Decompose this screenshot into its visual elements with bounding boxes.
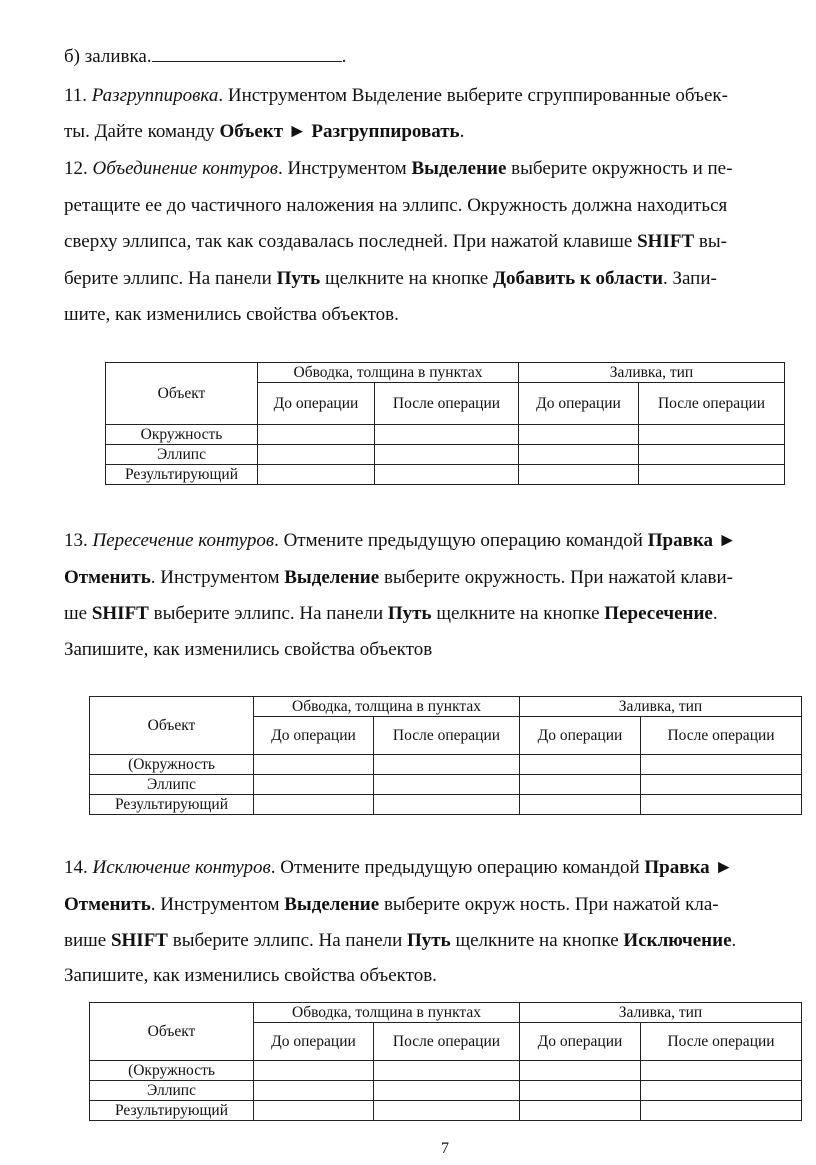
table2-header-stroke: Обводка, толщина в пунктах [254, 697, 520, 717]
fill-label: б) заливка. [64, 46, 152, 67]
item14-text-l2a: . Инструментом [150, 894, 285, 915]
item14-line4 [64, 965, 814, 987]
table1 [105, 362, 785, 485]
table-cell[interactable] [641, 755, 802, 775]
item12-line1 [64, 158, 814, 180]
item12-text-l4a: берите эллипс. На панели [64, 268, 277, 289]
table-cell[interactable] [641, 1081, 802, 1101]
table-cell[interactable] [254, 775, 374, 795]
item12-text-l3a: сверху эллипса, так как создавалась последней. При нажатой клавише [64, 231, 638, 252]
page-number: 7 [441, 1140, 449, 1157]
table-cell[interactable] [520, 775, 641, 795]
item12-button: Добавить к области [492, 268, 663, 289]
item12-line3 [64, 231, 814, 253]
table3-row2-label: Эллипс [90, 1081, 254, 1101]
table3-header-object: Объект [90, 1003, 254, 1061]
table-cell[interactable] [258, 445, 375, 465]
item13-command1: Правка ► [647, 530, 737, 551]
table3-header-after-stroke: После операции [374, 1023, 520, 1061]
item14-button: Исключение [623, 930, 732, 951]
table-cell[interactable] [254, 795, 374, 815]
table-row [90, 795, 802, 815]
table-cell[interactable] [639, 425, 785, 445]
table-cell[interactable] [254, 755, 374, 775]
table3-header-fill: Заливка, тип [520, 1003, 802, 1023]
table-row [90, 755, 802, 775]
item14-number: 14. [64, 857, 88, 878]
item11-text3: . [459, 121, 465, 142]
table-row [90, 1061, 802, 1081]
item14-panel: Путь [407, 930, 451, 951]
item13-text-l4: Запишите, как изменились свойства объектов [64, 639, 433, 660]
item11-line2 [64, 121, 814, 143]
table1-header-fill: Заливка, тип [519, 363, 785, 383]
table2-header-object: Объект [90, 697, 254, 755]
table-cell[interactable] [258, 425, 375, 445]
item14-command1: Правка ► [644, 857, 734, 878]
item14-text-l4: Запишите, как изменились свойства объектов. [64, 965, 437, 986]
item14-text-l3d: . [731, 930, 737, 951]
table-cell[interactable] [520, 795, 641, 815]
table-cell[interactable] [258, 465, 375, 485]
item14-text-l3a: више [64, 930, 111, 951]
table-cell[interactable] [374, 795, 520, 815]
item12-text-l4c: . Запи- [662, 268, 717, 289]
item12-line4 [64, 268, 814, 290]
item13-number: 13. [64, 530, 88, 551]
table-cell[interactable] [520, 1061, 641, 1081]
item12-line5 [64, 304, 814, 326]
table2-header-before-stroke: До операции [254, 717, 374, 755]
table2-header-after-stroke: После операции [374, 717, 520, 755]
item12-text-l4b: щелкните на кнопке [320, 268, 493, 289]
item13-tool: Выделение [284, 567, 380, 588]
item14-title: Исключение контуров [92, 857, 271, 878]
item11-text2: ты. Дайте команду [64, 121, 220, 142]
table-cell[interactable] [375, 465, 519, 485]
item14-text-l3c: щелкните на кнопке [450, 930, 624, 951]
table-cell[interactable] [520, 755, 641, 775]
item13-text-l2a: . Инструментом [150, 567, 285, 588]
item11-text1: . Инструментом Выделение выберите сгруппированные объек- [218, 85, 728, 106]
table-cell[interactable] [254, 1081, 374, 1101]
table-cell[interactable] [641, 795, 802, 815]
item13-text-l2b: выберите окружность. При нажатой клави- [379, 567, 733, 588]
table-cell[interactable] [641, 1101, 802, 1121]
item13-line1 [64, 530, 814, 552]
item14-line3 [64, 930, 814, 952]
table3-header-before-stroke: До операции [254, 1023, 374, 1061]
table-cell[interactable] [519, 445, 639, 465]
item13-title: Пересечение контуров [92, 530, 275, 551]
item14-line1 [64, 857, 814, 879]
table-row [90, 1101, 802, 1121]
table-cell[interactable] [641, 1061, 802, 1081]
table3-header-before-fill: До операции [520, 1023, 641, 1061]
item12-text1: . Инструментом [277, 158, 412, 179]
table1-row1-label: Окружность [106, 425, 258, 445]
table-row [106, 465, 785, 485]
item13-text-l3d: . [712, 603, 718, 624]
table-cell[interactable] [519, 465, 639, 485]
table1-header-before-fill: До операции [519, 383, 639, 425]
table-cell[interactable] [254, 1101, 374, 1121]
item14-text1: . Отмените предыдущую операцию командой [270, 857, 645, 878]
item13-line3 [64, 603, 814, 625]
table-row [106, 425, 785, 445]
item12-line2 [64, 195, 814, 217]
table-row [90, 1081, 802, 1101]
table-cell[interactable] [374, 775, 520, 795]
item12-text-l2: ретащите ее до частичного наложения на эллипс. Окружность должна находиться [64, 195, 728, 216]
item11-title: Разгруппировка [91, 85, 219, 106]
table3 [89, 1002, 802, 1121]
item14-line2 [64, 894, 814, 916]
table2-header-fill: Заливка, тип [520, 697, 802, 717]
table-cell[interactable] [254, 1061, 374, 1081]
table-cell[interactable] [375, 445, 519, 465]
table-cell[interactable] [639, 465, 785, 485]
table2-header-after-fill: После операции [641, 717, 802, 755]
table-cell[interactable] [520, 1081, 641, 1101]
table3-row3-label: Результирующий [90, 1101, 254, 1121]
table2-row1-label: (Окружность [90, 755, 254, 775]
item12-text-l5: шите, как изменились свойства объектов. [64, 304, 399, 325]
table3-header-after-fill: После операции [641, 1023, 802, 1061]
table-cell[interactable] [641, 775, 802, 795]
table-cell[interactable] [374, 1081, 520, 1101]
table2-row2-label: Эллипс [90, 775, 254, 795]
item11-command: Объект ► Разгруппировать [219, 121, 460, 142]
table1-row3-label: Результирующий [106, 465, 258, 485]
table-cell[interactable] [639, 445, 785, 465]
item12-text2: выберите окружность и пе- [506, 158, 733, 179]
table-cell[interactable] [374, 1061, 520, 1081]
table1-row2-label: Эллипс [106, 445, 258, 465]
table1-header-after-stroke: После операции [375, 383, 519, 425]
table1-header-stroke: Обводка, толщина в пунктах [258, 363, 519, 383]
item14-text-l3b: выберите эллипс. На панели [167, 930, 408, 951]
table-cell[interactable] [520, 1101, 641, 1121]
item12-tool: Выделение [411, 158, 507, 179]
item13-text-l3b: выберите эллипс. На панели [148, 603, 388, 624]
item13-text-l3a: ше [64, 603, 92, 624]
table3-header-stroke: Обводка, толщина в пунктах [254, 1003, 520, 1023]
table-row [90, 775, 802, 795]
table2-header-before-fill: До операции [520, 717, 641, 755]
item11-number: 11. [64, 85, 88, 106]
item14-text-l2b: выберите окруж ность. При нажатой кла- [379, 894, 719, 915]
item11-line1 [64, 85, 814, 107]
item12-number: 12. [64, 158, 88, 179]
item13-line2 [64, 567, 814, 589]
item13-command2: Отменить [64, 567, 151, 588]
fill-blank [152, 47, 342, 62]
table-cell[interactable] [375, 425, 519, 445]
item12-key: SHIFT [637, 231, 695, 252]
item12-panel: Путь [276, 268, 321, 289]
table-cell[interactable] [519, 425, 639, 445]
item13-panel: Путь [387, 603, 432, 624]
item13-text-l3c: щелкните на кнопке [431, 603, 605, 624]
item13-text1: . Отмените предыдущую операцию командой [274, 530, 648, 551]
item13-button: Пересечение [604, 603, 713, 624]
table-row [106, 445, 785, 465]
table1-header-after-fill: После операции [639, 383, 785, 425]
table-cell[interactable] [374, 1101, 520, 1121]
item14-key: SHIFT [110, 930, 168, 951]
fill-line: б) заливка. . [64, 46, 347, 67]
item12-text-l3b: вы- [694, 231, 727, 252]
item13-key: SHIFT [91, 603, 149, 624]
table-cell[interactable] [374, 755, 520, 775]
item14-tool: Выделение [284, 894, 380, 915]
table2 [89, 696, 802, 815]
table1-header-object: Объект [106, 363, 258, 425]
table2-row3-label: Результирующий [90, 795, 254, 815]
table1-header-before-stroke: До операции [258, 383, 375, 425]
item12-title: Объединение контуров [92, 158, 278, 179]
table3-row1-label: (Окружность [90, 1061, 254, 1081]
item14-command2: Отменить [64, 894, 151, 915]
item13-line4 [64, 639, 814, 661]
